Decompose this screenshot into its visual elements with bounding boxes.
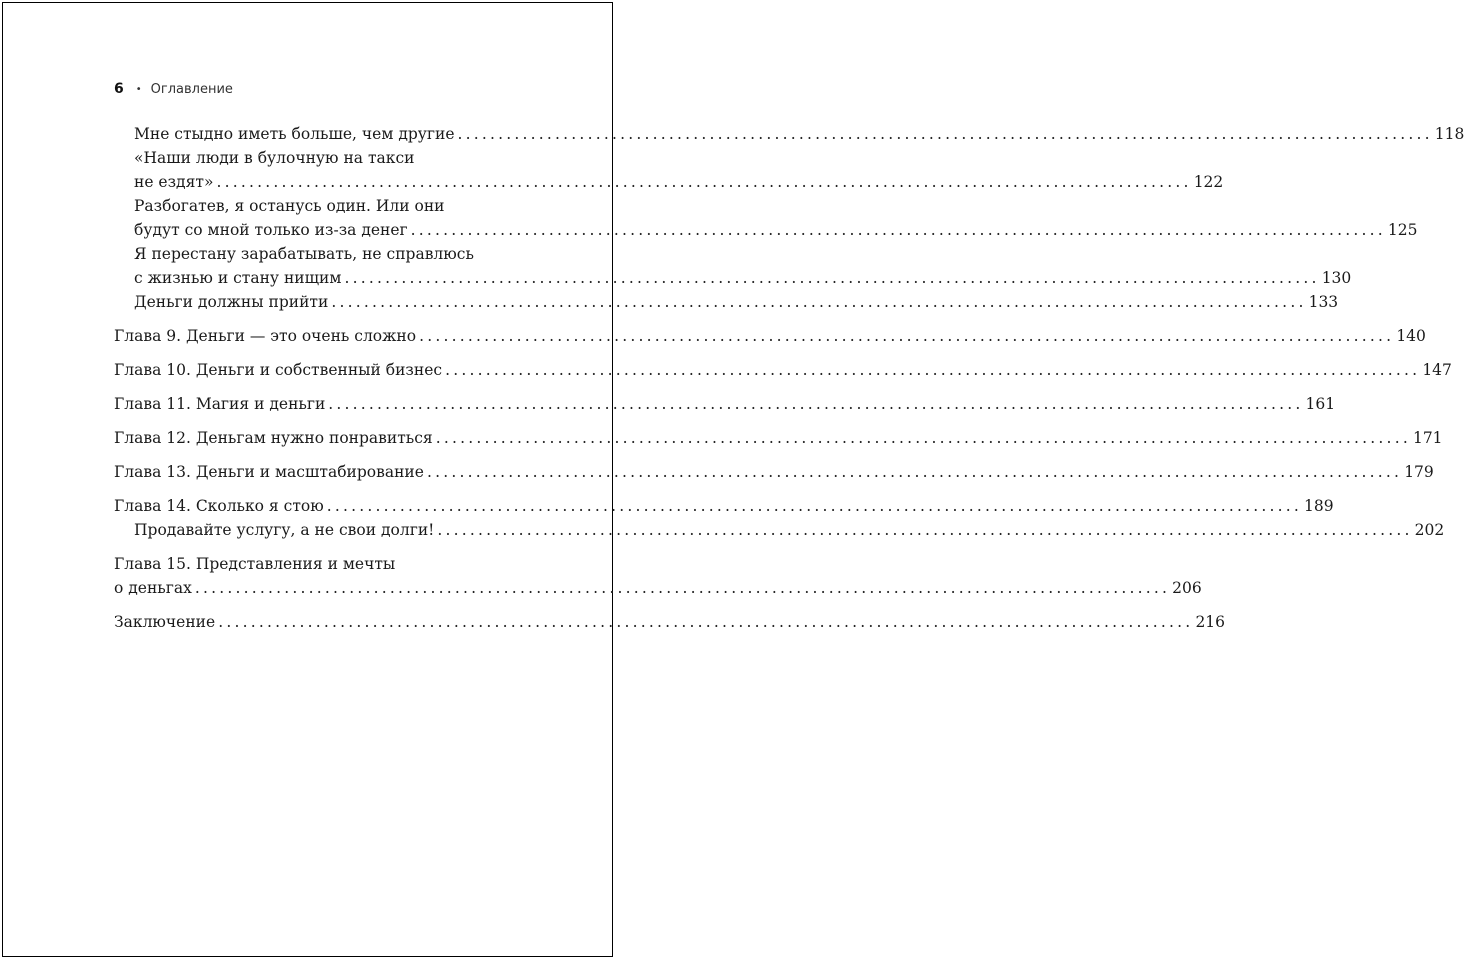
toc-page-number: 133 xyxy=(1308,293,1339,311)
toc-entry-title-line: Глава 11. Магия и деньги xyxy=(114,395,326,413)
toc-page-number: 118 xyxy=(1434,125,1464,143)
toc-page-number: 202 xyxy=(1414,521,1445,539)
dot-leader: ........................................................................................................................ xyxy=(419,327,1395,345)
toc-entry-title-line: о деньгах xyxy=(114,579,192,597)
toc-chapter-entry xyxy=(114,552,1202,600)
toc-entry-title-line: Глава 14. Сколько я стою xyxy=(114,497,324,515)
dot-leader: ........................................................................................................................ xyxy=(194,579,1171,597)
toc-entry-row xyxy=(134,266,1352,290)
toc-entry-row xyxy=(134,170,1224,194)
toc-chapter-entry xyxy=(114,460,1434,484)
toc-chapter-entry xyxy=(114,426,1443,450)
toc-page-number: 206 xyxy=(1172,579,1202,597)
toc-entry-title-line: Глава 10. Деньги и собственный бизнес xyxy=(114,361,443,379)
toc-entry-title-line: Мне стыдно иметь больше, чем другие xyxy=(134,125,455,143)
toc-entry-title-line: Глава 9. Деньги — это очень сложно xyxy=(114,327,417,345)
toc-page-number: 189 xyxy=(1303,497,1334,515)
dot-leader: ........................................................................................................................ xyxy=(437,521,1413,539)
toc-page-number: 171 xyxy=(1412,429,1443,447)
dot-leader: ........................................................................................................................ xyxy=(445,361,1421,379)
toc-page-number: 125 xyxy=(1387,221,1418,239)
dot-leader: ........................................................................................................................ xyxy=(426,463,1403,481)
running-header xyxy=(114,79,233,99)
dot-leader: ........................................................................................................................ xyxy=(331,293,1307,311)
toc-entry-row xyxy=(114,494,1334,518)
toc-page-number: 140 xyxy=(1396,327,1426,345)
dot-leader: ........................................................................................................................ xyxy=(326,497,1302,515)
toc-chapter-entry xyxy=(114,358,1452,382)
toc-subentry xyxy=(114,518,1445,542)
dot-leader: ........................................................................................................................ xyxy=(410,221,1386,239)
page-number: 6 xyxy=(114,81,124,97)
toc-page-number: 130 xyxy=(1321,269,1352,287)
toc-entry-title-line: Глава 13. Деньги и масштабирование xyxy=(114,463,424,481)
toc-entry-row xyxy=(114,460,1434,484)
dot-leader: ........................................................................................................................ xyxy=(457,125,1433,143)
toc-entry-row xyxy=(114,324,1426,348)
toc-page-number: 161 xyxy=(1305,395,1336,413)
toc-entry-row xyxy=(114,392,1336,416)
toc-entry-title-line: Я перестану зарабатывать, не справлюсь xyxy=(134,245,474,263)
toc-entry-title-line: Деньги должны прийти xyxy=(134,293,329,311)
dot-leader: ........................................................................................................................ xyxy=(328,395,1304,413)
header-bullet: • xyxy=(135,83,142,95)
toc-chapter-entry xyxy=(114,324,1426,348)
toc-page-number: 147 xyxy=(1422,361,1452,379)
toc-entry-title-line: Глава 15. Представления и мечты xyxy=(114,555,396,573)
toc-entry-row xyxy=(114,358,1452,382)
toc-subentry xyxy=(114,146,1224,194)
dot-leader: ........................................................................................................................ xyxy=(216,173,1192,191)
dot-leader: ........................................................................................................................ xyxy=(218,613,1194,631)
toc-page-number: 122 xyxy=(1193,173,1224,191)
toc-subentry xyxy=(114,122,1464,146)
toc-entry-title-line: Продавайте услугу, а не свои долги! xyxy=(134,521,435,539)
toc-entry-row xyxy=(114,426,1443,450)
toc-chapter-entry xyxy=(114,392,1336,416)
toc-entry-title-line: Разбогатев, я останусь один. Или они xyxy=(134,197,445,215)
toc-entry-row xyxy=(114,576,1202,600)
section-title: Оглавление xyxy=(150,81,233,97)
dot-leader: ........................................................................................................................ xyxy=(435,429,1411,447)
toc-entry-row xyxy=(114,610,1226,634)
dot-leader: ........................................................................................................................ xyxy=(344,269,1320,287)
toc-entry-title-line: Глава 12. Деньгам нужно понравиться xyxy=(114,429,433,447)
toc-page-number: 216 xyxy=(1195,613,1226,631)
toc-entry-title-line: «Наши люди в булочную на такси xyxy=(134,149,415,167)
toc-entry-title-line: не ездят» xyxy=(134,173,214,191)
toc-entry-title-line: Заключение xyxy=(114,613,216,631)
toc-subentry xyxy=(114,242,1352,290)
toc-entry-title-line: будут со мной только из-за денег xyxy=(134,221,408,239)
toc-chapter-entry xyxy=(114,494,1334,518)
toc-entry-title-line: с жизнью и стану нищим xyxy=(134,269,342,287)
toc-entry-row xyxy=(134,218,1418,242)
toc-subentry xyxy=(114,194,1418,242)
toc-chapter-entry xyxy=(114,610,1226,634)
table-of-contents xyxy=(114,122,1464,634)
toc-page-number: 179 xyxy=(1404,463,1434,481)
toc-entry-row xyxy=(134,290,1339,314)
toc-entry-row xyxy=(134,122,1464,146)
toc-subentry xyxy=(114,290,1339,314)
toc-entry-row xyxy=(134,518,1445,542)
